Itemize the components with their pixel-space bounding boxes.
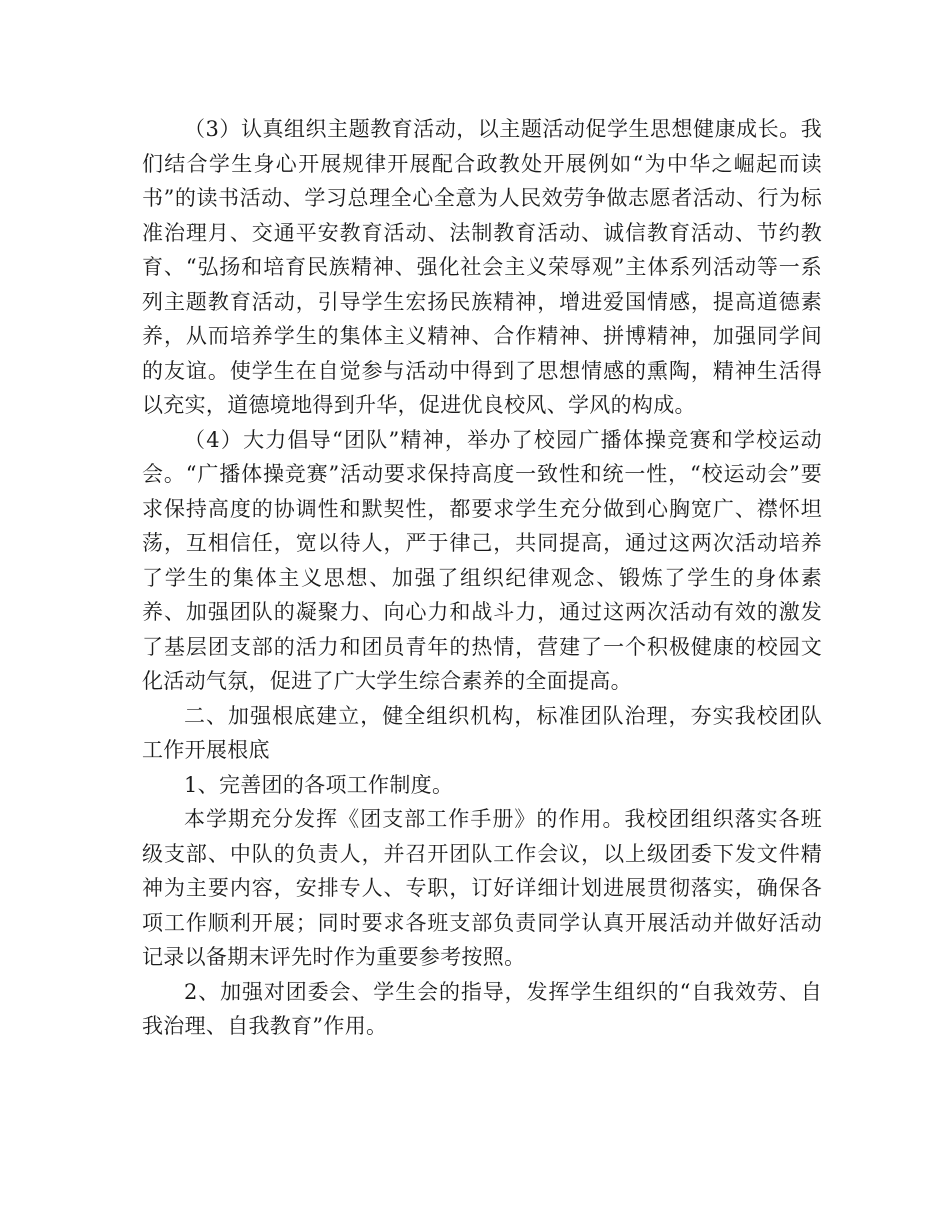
paragraph-team-spirit: （4）大力倡导“团队”精神，举办了校园广播体操竞赛和学校运动会。“广播体操竞赛”活动要求保持高度一致性和统一性，“校运动会”要求保持高度的协调性和默契性，都要求学生充分做到心胸宽广、襟怀坦荡，互相信任，宽以待人，严于律己，共同提高，通过这两次活动培养了学生的集体主义思想、加强了组织纪律观念、锻炼了学生的身体素养、加强团队的凝聚力、向心力和战斗力，通过这两次活动有效的激发了基层团支部的活力和团员青年的热情，营建了一个积极健康的校园文化活动气氛，促进了广大学生综合素养的全面提高。 (142, 427, 822, 693)
paragraph-theme-education: （3）认真组织主题教育活动，以主题活动促学生思想健康成长。我们结合学生身心开展规律开展配合政教处开展例如“为中华之崛起而读书”的读书活动、学习总理全心全意为人民效劳争做志愿者活动、行为标准治理月、交通平安教育活动、法制教育活动、诚信教育活动、节约教育、“弘扬和培育民族精神、强化社会主义荣辱观”主体系列活动等一系列主题教育活动，引导学生宏扬民族精神，增进爱国情感，提高道德素养，从而培养学生的集体主义精神、合作精神、拼博精神，加强同学间的友谊。使学生在自觉参与活动中得到了思想情感的熏陶，精神生活得以充实，道德境地得到升华，促进优良校风、学风的构成。 (142, 117, 822, 417)
subheading-one: 1、完善团的各项工作制度。 (184, 772, 454, 797)
document-body (142, 112, 822, 1044)
subheading-two: 2、加强对团委会、学生会的指导，发挥学生组织的“自我效劳、自我治理、自我教育”作用。 (142, 979, 822, 1038)
paragraph-work-manual: 本学期充分发挥《团支部工作手册》的作用。我校团组织落实各班级支部、中队的负责人，并召开团队工作会议，以上级团委下发文件精神为主要内容，安排专人、专职，订好详细计划进展贯彻落实，确保各项工作顺利开展；同时要求各班支部负责同学认真开展活动并做好活动记录以备期末评先时作为重要参考按照。 (142, 807, 822, 969)
section-heading-two: 二、加强根底建立，健全组织机构，标准团队治理，夯实我校团队工作开展根底 (142, 703, 822, 762)
